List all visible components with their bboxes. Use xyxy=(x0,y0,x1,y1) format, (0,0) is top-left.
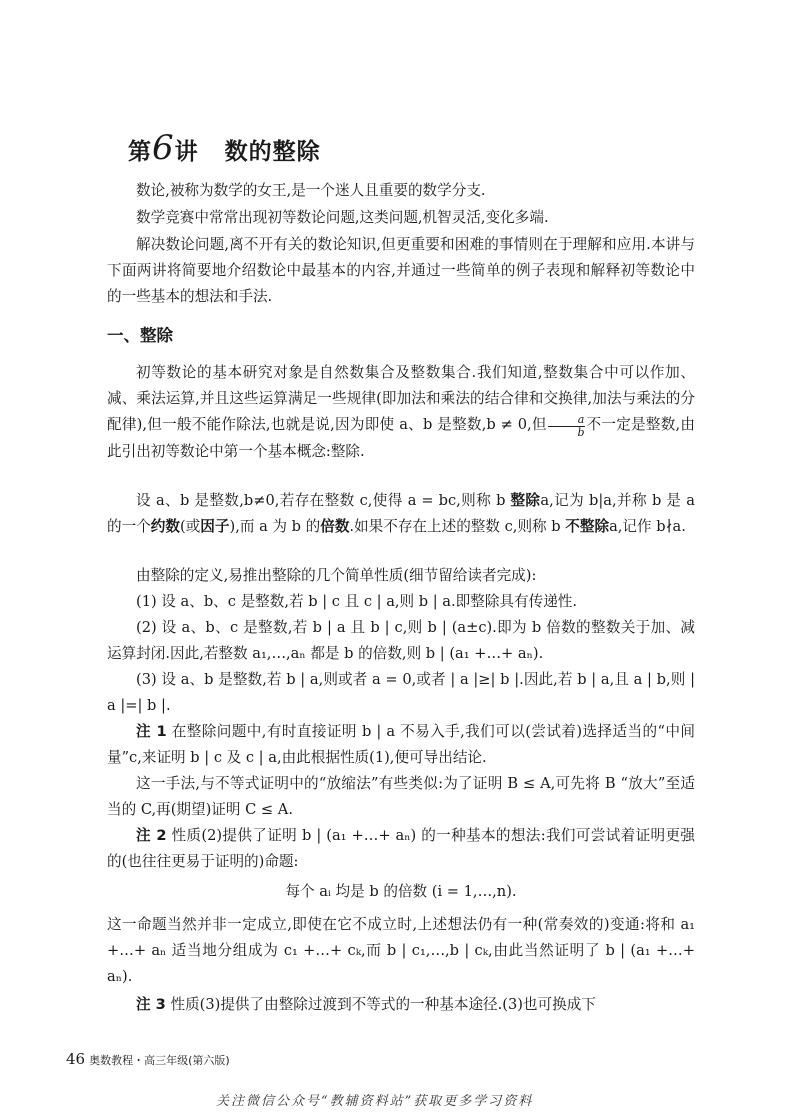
book-title: 奥数教程・高三年级(第六版) xyxy=(89,1054,230,1067)
para1-text-a: 初等数论的基本研究对象是自然数集合及整数集合.我们知道,整数集合中可以作加、减、乘法运算,并且这些运算满足一些规律(即加法和乘法的结合律和交换律,加法与乘法的分配律),但一般不能作除法,也就是说,因为即使 a、b 是整数,b ≠ 0,但 xyxy=(107,364,695,433)
intro-paragraph-3: 解决数论问题,离不开有关的数论知识,但更重要和困难的事情则在于理解和应用.本讲与下面两讲将简要地介绍数论中最基本的内容,并通过一些简单的例子表现和解释初等数论中的一些基本的想法和手法. xyxy=(107,236,695,305)
paragraph-divisibility-intro xyxy=(107,360,695,465)
term-divisor: 约数 xyxy=(150,518,180,535)
chapter-title xyxy=(128,128,321,168)
def-text-1: 设 a、b 是整数,b≠0,若存在整数 c,使得 a = bc,则称 b xyxy=(136,492,511,509)
note-2-label: 注 2 xyxy=(136,827,167,844)
def-text-3: (或 xyxy=(180,518,201,535)
page-number: 46 xyxy=(66,1050,86,1068)
note-3-text: 性质(3)提供了由整除过渡到不等式的一种基本途径.(3)也可换成下 xyxy=(165,996,596,1013)
intro-paragraph-1: 数论,被称为数学的女王,是一个迷人且重要的数学分支. xyxy=(136,182,486,199)
chapter-name: 数的整除 xyxy=(224,139,321,165)
fraction-numerator: a xyxy=(548,414,586,427)
term-multiple: 倍数 xyxy=(320,518,350,535)
property-3: (3) 设 a、b 是整数,若 b | a,则或者 a = 0,或者 | a |≥| b |.因此,若 b | a,且 a | b,则 | a |=| b |. xyxy=(107,671,695,714)
property-2: (2) 设 a、b、c 是整数,若 b | a 且 b | c,则 b | (a±c).即为 b 倍数的整数关于加、减运算封闭.因此,若整数 a₁,…,aₙ 都是 b 的倍数,则 b | (a₁ +…+ aₙ). xyxy=(107,619,695,662)
chapter-prefix: 第 xyxy=(128,139,152,165)
note-2-continued: 这一命题当然并非一定成立,即使在它不成立时,上述想法仍有一种(常奏效的)变通:将和 a₁ +…+ aₙ 适当地分组成为 c₁ +…+ cₖ,而 b | c₁,…,b | cₖ,由此当然证明了 b | (a₁ +…+ aₙ). xyxy=(107,916,695,985)
chapter-suffix: 讲 xyxy=(174,139,199,165)
section-heading: 一、整除 xyxy=(107,326,173,345)
note-1-continued: 这一手法,与不等式证明中的“放缩法”有些类似:为了证明 B ≤ A,可先将 B “放大”至适当的 C,再(期望)证明 C ≤ A. xyxy=(107,775,695,818)
intro-paragraph-2: 数学竞赛中常常出现初等数论问题,这类问题,机智灵活,变化多端. xyxy=(136,209,549,226)
para1-text-b: 不一定是整数,由此引出初等数论中第一个基本概念:整除. xyxy=(107,416,696,460)
note-1-label: 注 1 xyxy=(136,723,167,740)
def-text-2: a,记为 b|a,并称 b 是 a 的一个 xyxy=(107,492,695,535)
fraction-a-over-b xyxy=(548,414,586,439)
note-3-label: 注 3 xyxy=(136,996,166,1013)
paragraph-definition xyxy=(107,488,695,540)
def-text-6: a,记作 b∤a. xyxy=(609,518,686,535)
note-2 xyxy=(107,823,695,875)
term-not-divides: 不整除 xyxy=(565,518,610,535)
def-text-4: ),而 a 为 b 的 xyxy=(229,518,321,535)
formula-line: 每个 aᵢ 均是 b 的倍数 (i = 1,…,n). xyxy=(285,883,517,900)
note-1-text: 在整除问题中,有时直接证明 b | a 不易入手,我们可以(尝试着)选择适当的“中间量”c,来证明 b | c 及 c | a,由此根据性质(1),便可导出结论. xyxy=(107,723,695,766)
property-1: (1) 设 a、b、c 是整数,若 b | c 且 c | a,则 b | a.即整除具有传递性. xyxy=(136,593,578,610)
term-divides: 整除 xyxy=(510,492,541,509)
note-3 xyxy=(107,992,695,1018)
page-footer xyxy=(66,1050,230,1068)
note-1 xyxy=(107,719,695,771)
note-2-text: 性质(2)提供了证明 b | (a₁ +…+ aₙ) 的一种基本的想法:我们可尝试着证明更强的(也往往更易于证明的)命题: xyxy=(107,827,695,870)
fraction-denominator: b xyxy=(577,426,585,439)
properties-intro: 由整除的定义,易推出整除的几个简单性质(细节留给读者完成): xyxy=(136,567,537,584)
term-factor: 因子 xyxy=(200,518,230,535)
def-text-5: .如果不存在上述的整数 c,则称 b xyxy=(349,518,566,535)
watermark: 关注微信公众号“教辅资料站”获取更多学习资料 xyxy=(216,1094,534,1109)
chapter-number: 6 xyxy=(152,128,175,168)
